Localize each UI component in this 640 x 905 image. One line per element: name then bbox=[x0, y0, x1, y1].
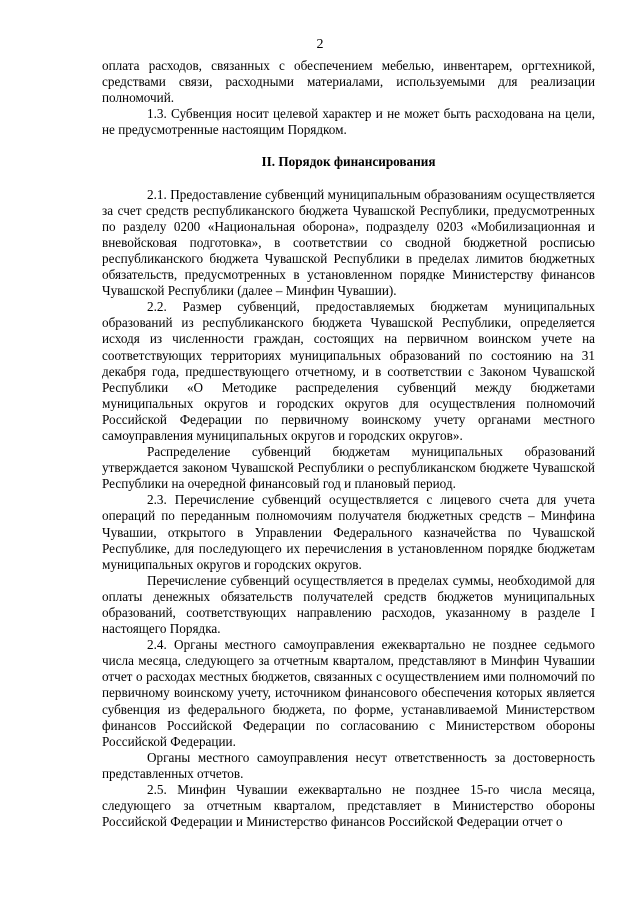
paragraph-1-3: 1.3. Субвенция носит целевой характер и не может быть расходована на цели, не предусмотренные настоящим Порядком. bbox=[102, 106, 595, 138]
document-body bbox=[102, 58, 595, 830]
paragraph-continued: оплата расходов, связанных с обеспечением мебелью, инвентарем, оргтехникой, средствами связи, расходными материалами, используемыми для реализации полномочий. bbox=[102, 58, 595, 106]
paragraph-2-3: 2.3. Перечисление субвенций осуществляется с лицевого счета для учета операций по переданным полномочиям получателя бюджетных средств – Минфина Чувашии, открытого в Управлении Федерального казначейства по Чувашской Республике, для последующего их перечисления в установленном порядке бюджетам муниципальных округов и городских округов. bbox=[102, 492, 595, 572]
paragraph-2-5: 2.5. Минфин Чувашии ежеквартально не позднее 15-го числа месяца, следующего за отчетным кварталом, представляет в Министерство обороны Российской Федерации и Министерство финансов Российской Федерации отчет о bbox=[102, 782, 595, 830]
paragraph-2-1: 2.1. Предоставление субвенций муниципальным образованиям осуществляется за счет средств республиканского бюджета Чувашской Республики, предусмотренных по разделу 0200 «Национальная оборона», подразделу 0203 «Мобилизационная и вневойсковая подготовка», в соответствии со сводной бюджетной росписью республиканского бюджета Чувашской Республики в пределах лимитов бюджетных обязательств, предусмотренных в установленном порядке Министерству финансов Чувашской Республики (далее – Минфин Чувашии). bbox=[102, 186, 595, 299]
paragraph-2-2: 2.2. Размер субвенций, предоставляемых бюджетам муниципальных образований из республиканского бюджета Чувашской Республики, определяется исходя из численности граждан, состоящих на первичном воинском учете на соответствующих территориях муниципальных образований по состоянию на 31 декабря года, предшествующего отчетному, и в соответствии с Законом Чувашской Республики «О Методике распределения субвенций между бюджетами муниципальных округов и городских округов для осуществления полномочий Российской Федерации по первичному воинскому учету органами местного самоуправления муниципальных округов и городских округов». bbox=[102, 299, 595, 443]
paragraph-distribution: Распределение субвенций бюджетам муниципальных образований утверждается законом Чувашской Республики о республиканском бюджете Чувашской Республики на очередной финансовый год и плановый период. bbox=[102, 444, 595, 492]
paragraph-responsibility: Органы местного самоуправления несут ответственность за достоверность представленных отчетов. bbox=[102, 749, 595, 781]
paragraph-transfer: Перечисление субвенций осуществляется в пределах суммы, необходимой для оплаты денежных обязательств получателей средств бюджетов муниципальных образований, соответствующих направлению расходов, указанному в разделе I настоящего Порядка. bbox=[102, 572, 595, 637]
page-number: 2 bbox=[316, 37, 324, 52]
section-title: II. Порядок финансирования bbox=[261, 154, 436, 170]
paragraph-2-4: 2.4. Органы местного самоуправления ежеквартально не позднее седьмого числа месяца, следующего за отчетным кварталом, представляют в Минфин Чувашии отчет о расходах местных бюджетов, связанных с осуществлением ими полномочий по первичному воинскому учету, источником финансового обеспечения которых является субвенция из федерального бюджета, по форме, устанавливаемой Министерством финансов Российской Федерации по согласованию с Министерством обороны Российской Федерации. bbox=[102, 637, 595, 749]
